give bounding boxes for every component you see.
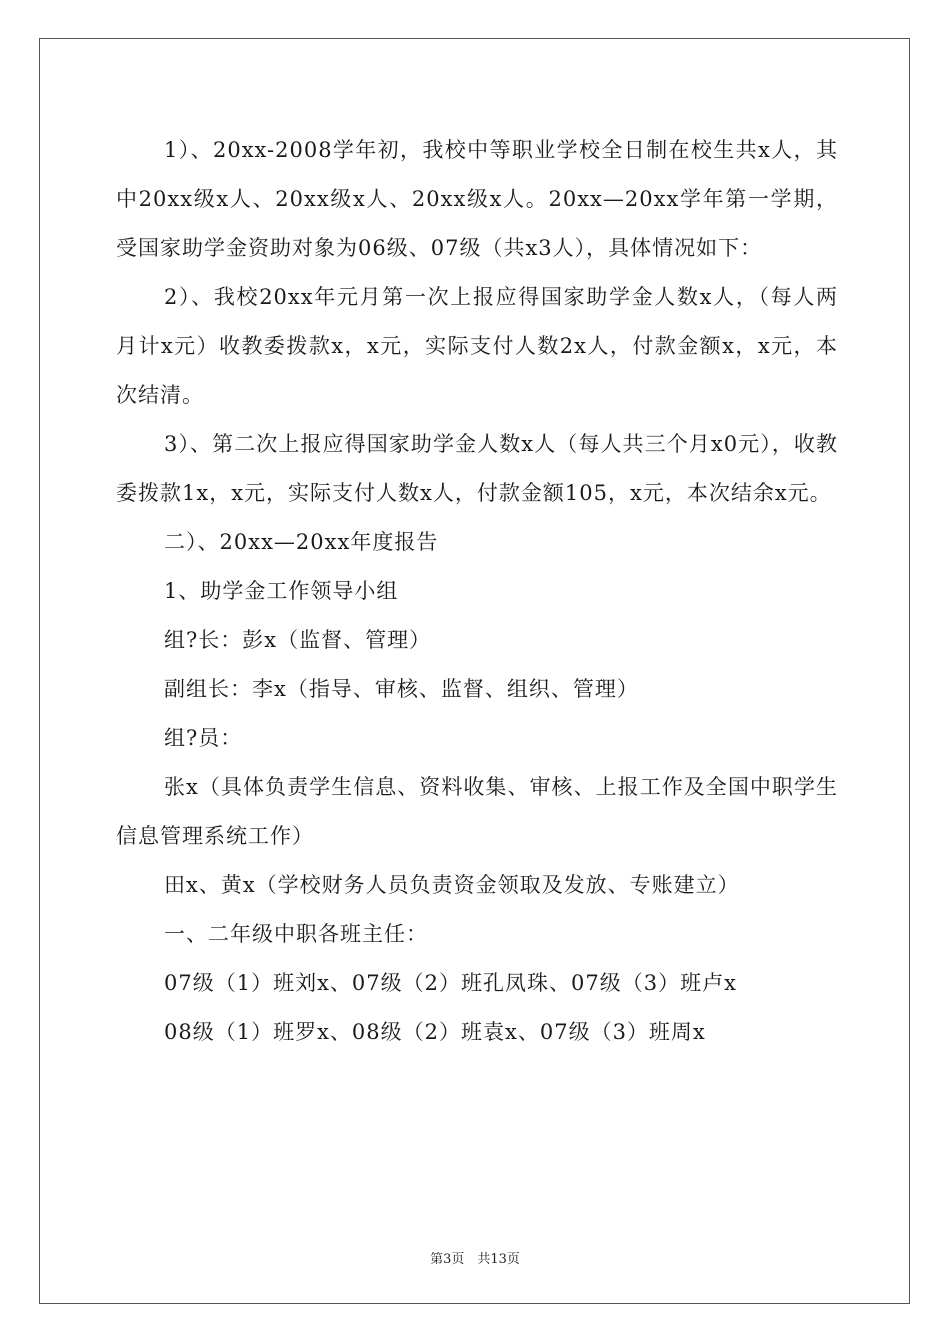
member-tian-huang-line: 田x、黄x（学校财务人员负责资金领取及发放、专账建立） xyxy=(164,873,740,897)
paragraph-3: 3）、第二次上报应得国家助学金人数x人（每人共三个月x0元），收教委拨款1x，x元，实际支付人数x人，付款金额105，x元，本次结余x元。 xyxy=(116,432,838,505)
document-body xyxy=(116,126,838,1057)
paragraph-1: 1）、20xx-2008学年初，我校中等职业学校全日制在校生共x人，其中20xx级x人、20xx级x人、20xx级x人。20xx—20xx学年第一学期，受国家助学金资助对象为06级、07级（共x3人），具体情况如下： xyxy=(116,138,838,260)
section-heading-annual-report: 二）、20xx—20xx年度报告 xyxy=(164,530,439,554)
subsection-heading-leadership-group: 1、助学金工作领导小组 xyxy=(164,579,399,603)
paragraph-2: 2）、我校20xx年元月第一次上报应得国家助学金人数x人，（每人两月计x元）收教委拨款x，x元，实际支付人数2x人，付款金额x，x元，本次结清。 xyxy=(116,285,838,407)
deputy-leader-line: 副组长：李x（指导、审核、监督、组织、管理） xyxy=(164,677,639,701)
class-teachers-08-line: 08级（1）班罗x、08级（2）班袁x、07级（3）班周x xyxy=(164,1020,706,1044)
members-label: 组?员： xyxy=(164,726,243,750)
member-zhang-line: 张x（具体负责学生信息、资料收集、审核、上报工作及全国中职学生信息管理系统工作） xyxy=(116,775,838,848)
class-teachers-07-line: 07级（1）班刘x、07级（2）班孔凤珠、07级（3）班卢x xyxy=(164,971,737,995)
group-leader-line: 组?长：彭x（监督、管理） xyxy=(164,628,432,652)
page-number-footer: 第3页 共13页 xyxy=(430,1252,520,1267)
class-teachers-label: 一、二年级中职各班主任： xyxy=(164,922,428,946)
